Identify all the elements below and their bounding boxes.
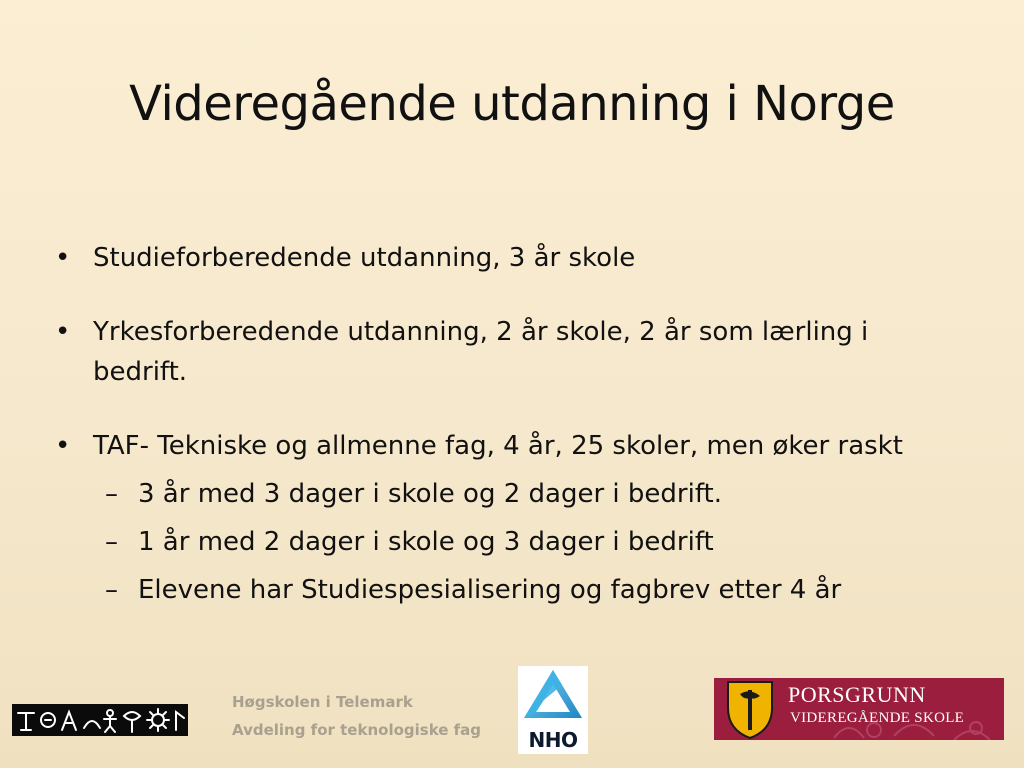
porsgrunn-shield-logo-icon <box>714 678 1004 740</box>
sub-bullet-text: 3 år med 3 dager i skole og 2 dager i bedrift. <box>138 479 722 509</box>
nho-logo-text: NHO <box>528 728 578 752</box>
footer-institution: Høgskolen i Telemark <box>232 693 413 711</box>
bullet-text: Studieforberedende utdanning, 3 år skole <box>93 243 636 273</box>
taf-glyphs-logo-icon <box>12 704 188 736</box>
porsgrunn-line1: PORSGRUNN <box>788 682 926 707</box>
bullet-text: TAF- Tekniske og allmenne fag, 4 år, 25 skoler, men øker raskt <box>93 431 903 461</box>
porsgrunn-line2: VIDEREGÅENDE SKOLE <box>790 710 965 726</box>
nho-triangle-svg <box>518 666 588 728</box>
sub-bullet-marker: – <box>105 479 118 509</box>
bullet-item <box>55 238 955 278</box>
bullet-marker: • <box>55 431 71 461</box>
bullet-item <box>55 426 955 466</box>
footer-department: Avdeling for teknologiske fag <box>232 721 482 739</box>
sub-bullet-item <box>55 570 955 610</box>
sub-bullet-marker: – <box>105 575 118 605</box>
sub-bullet-marker: – <box>105 527 118 557</box>
nho-triangle-logo-icon <box>518 666 588 754</box>
sub-bullet-item <box>55 522 955 562</box>
sub-bullet-text: Elevene har Studiespesialisering og fagbrev etter 4 år <box>138 575 842 605</box>
bullet-marker: • <box>55 317 71 347</box>
footer-text-block <box>232 688 481 744</box>
bullet-item <box>55 312 933 392</box>
bullet-list <box>55 238 955 610</box>
bullet-text: Yrkesforberedende utdanning, 2 år skole, 2 år som lærling i bedrift. <box>93 317 869 387</box>
slide-title: Videregående utdanning i Norge <box>129 76 895 132</box>
bullet-marker: • <box>55 243 71 273</box>
taf-glyphs-svg <box>12 704 188 736</box>
sub-bullet-item <box>55 474 955 514</box>
sub-bullet-text: 1 år med 2 dager i skole og 3 dager i bedrift <box>138 527 714 557</box>
